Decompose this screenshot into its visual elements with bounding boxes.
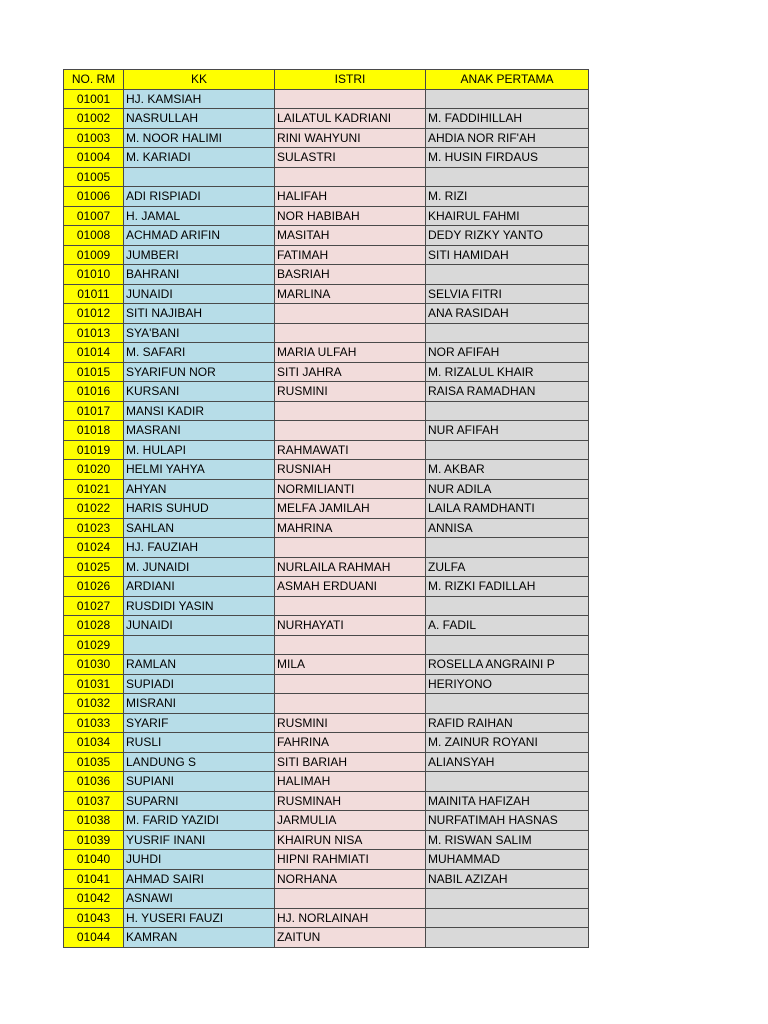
cell-no-rm[interactable]: 01027 [64, 596, 124, 616]
table-row [64, 89, 589, 109]
cell-no-rm[interactable]: 01010 [64, 265, 124, 285]
cell-kk[interactable]: KAMRAN [124, 928, 275, 948]
cell-no-rm[interactable]: 01033 [64, 713, 124, 733]
cell-no-rm[interactable]: 01017 [64, 401, 124, 421]
cell-kk[interactable]: M. SAFARI [124, 343, 275, 363]
cell-istri[interactable]: NORMILIANTI [275, 479, 426, 499]
table-row [64, 343, 589, 363]
cell-istri[interactable]: NOR HABIBAH [275, 206, 426, 226]
cell-istri[interactable]: SULASTRI [275, 148, 426, 168]
cell-istri[interactable]: MASITAH [275, 226, 426, 246]
cell-no-rm[interactable]: 01044 [64, 928, 124, 948]
cell-no-rm[interactable]: 01028 [64, 616, 124, 636]
table-row [64, 206, 589, 226]
cell-no-rm[interactable]: 01014 [64, 343, 124, 363]
cell-no-rm[interactable]: 01036 [64, 772, 124, 792]
cell-no-rm[interactable]: 01030 [64, 655, 124, 675]
cell-istri[interactable]: BASRIAH [275, 265, 426, 285]
table-row [64, 382, 589, 402]
cell-no-rm[interactable]: 01037 [64, 791, 124, 811]
column-header-istri[interactable]: ISTRI [275, 70, 426, 90]
table-row [64, 421, 589, 441]
cell-kk[interactable]: ASNAWI [124, 889, 275, 909]
cell-istri[interactable]: RUSNIAH [275, 460, 426, 480]
table-row [64, 889, 589, 909]
cell-istri[interactable]: FATIMAH [275, 245, 426, 265]
cell-istri[interactable] [275, 538, 426, 558]
cell-kk[interactable] [124, 167, 275, 187]
cell-no-rm[interactable]: 01032 [64, 694, 124, 714]
cell-kk[interactable]: KURSANI [124, 382, 275, 402]
table-row [64, 362, 589, 382]
cell-istri[interactable]: MAHRINA [275, 518, 426, 538]
cell-no-rm[interactable]: 01031 [64, 674, 124, 694]
cell-kk[interactable]: H. JAMAL [124, 206, 275, 226]
table-row [64, 577, 589, 597]
cell-istri[interactable] [275, 694, 426, 714]
cell-istri[interactable]: RUSMINI [275, 382, 426, 402]
table-row [64, 811, 589, 831]
cell-istri[interactable] [275, 889, 426, 909]
cell-anak-pertama[interactable]: A. FADIL [426, 616, 589, 636]
cell-kk[interactable]: SYARIFUN NOR [124, 362, 275, 382]
table-row [64, 616, 589, 636]
table-row [64, 128, 589, 148]
cell-kk[interactable]: SYARIF [124, 713, 275, 733]
cell-no-rm[interactable]: 01035 [64, 752, 124, 772]
cell-kk[interactable] [124, 635, 275, 655]
cell-kk[interactable]: ADI RISPIADI [124, 187, 275, 207]
cell-kk[interactable]: JUNAIDI [124, 284, 275, 304]
column-header-no-rm[interactable]: NO. RM [64, 70, 124, 90]
cell-kk[interactable]: HARIS SUHUD [124, 499, 275, 519]
cell-kk[interactable]: SITI NAJIBAH [124, 304, 275, 324]
cell-anak-pertama[interactable] [426, 889, 589, 909]
cell-istri[interactable] [275, 89, 426, 109]
table-row [64, 187, 589, 207]
cell-istri[interactable]: HALIFAH [275, 187, 426, 207]
header-row [64, 70, 589, 90]
cell-anak-pertama[interactable]: DEDY RIZKY YANTO [426, 226, 589, 246]
cell-no-rm[interactable]: 01003 [64, 128, 124, 148]
cell-kk[interactable]: NASRULLAH [124, 109, 275, 129]
cell-kk[interactable]: AHYAN [124, 479, 275, 499]
cell-istri[interactable] [275, 401, 426, 421]
table-row [64, 167, 589, 187]
cell-no-rm[interactable]: 01019 [64, 440, 124, 460]
cell-istri[interactable] [275, 167, 426, 187]
cell-istri[interactable]: MILA [275, 655, 426, 675]
cell-kk[interactable]: MANSI KADIR [124, 401, 275, 421]
cell-kk[interactable]: ACHMAD ARIFIN [124, 226, 275, 246]
cell-kk[interactable]: M. KARIADI [124, 148, 275, 168]
cell-anak-pertama[interactable]: RAISA RAMADHAN [426, 382, 589, 402]
cell-kk[interactable]: M. HULAPI [124, 440, 275, 460]
cell-kk[interactable]: HJ. FAUZIAH [124, 538, 275, 558]
cell-anak-pertama[interactable]: ALIANSYAH [426, 752, 589, 772]
cell-kk[interactable]: SUPARNI [124, 791, 275, 811]
cell-istri[interactable]: NURLAILA RAHMAH [275, 557, 426, 577]
cell-anak-pertama[interactable]: M. AKBAR [426, 460, 589, 480]
table-row [64, 323, 589, 343]
cell-anak-pertama[interactable] [426, 167, 589, 187]
cell-istri[interactable]: ASMAH ERDUANI [275, 577, 426, 597]
cell-kk[interactable]: YUSRIF INANI [124, 830, 275, 850]
cell-istri[interactable]: RAHMAWATI [275, 440, 426, 460]
cell-no-rm[interactable]: 01011 [64, 284, 124, 304]
cell-istri[interactable]: MELFA JAMILAH [275, 499, 426, 519]
cell-no-rm[interactable]: 01012 [64, 304, 124, 324]
cell-no-rm[interactable]: 01021 [64, 479, 124, 499]
table-row [64, 518, 589, 538]
cell-kk[interactable]: SAHLAN [124, 518, 275, 538]
family-register-table [63, 69, 589, 948]
cell-no-rm[interactable]: 01008 [64, 226, 124, 246]
cell-anak-pertama[interactable] [426, 596, 589, 616]
cell-anak-pertama[interactable] [426, 440, 589, 460]
cell-anak-pertama[interactable] [426, 89, 589, 109]
cell-anak-pertama[interactable]: M. RIZALUL KHAIR [426, 362, 589, 382]
table-row [64, 830, 589, 850]
cell-no-rm[interactable]: 01002 [64, 109, 124, 129]
cell-no-rm[interactable]: 01042 [64, 889, 124, 909]
cell-no-rm[interactable]: 01005 [64, 167, 124, 187]
cell-istri[interactable] [275, 596, 426, 616]
cell-anak-pertama[interactable]: NURFATIMAH HASNAS [426, 811, 589, 831]
cell-kk[interactable]: H. YUSERI FAUZI [124, 908, 275, 928]
cell-kk[interactable]: BAHRANI [124, 265, 275, 285]
cell-no-rm[interactable]: 01006 [64, 187, 124, 207]
cell-istri[interactable]: KHAIRUN NISA [275, 830, 426, 850]
cell-istri[interactable] [275, 635, 426, 655]
cell-istri[interactable]: ZAITUN [275, 928, 426, 948]
cell-kk[interactable]: LANDUNG S [124, 752, 275, 772]
cell-anak-pertama[interactable]: NUR AFIFAH [426, 421, 589, 441]
cell-kk[interactable]: MASRANI [124, 421, 275, 441]
cell-anak-pertama[interactable] [426, 908, 589, 928]
cell-istri[interactable] [275, 323, 426, 343]
cell-kk[interactable]: RAMLAN [124, 655, 275, 675]
cell-anak-pertama[interactable]: M. RISWAN SALIM [426, 830, 589, 850]
cell-no-rm[interactable]: 01041 [64, 869, 124, 889]
cell-no-rm[interactable]: 01026 [64, 577, 124, 597]
cell-anak-pertama[interactable]: ANNISA [426, 518, 589, 538]
cell-anak-pertama[interactable]: RAFID RAIHAN [426, 713, 589, 733]
cell-no-rm[interactable]: 01038 [64, 811, 124, 831]
cell-anak-pertama[interactable]: M. RIZKI FADILLAH [426, 577, 589, 597]
table-row [64, 928, 589, 948]
table-row [64, 596, 589, 616]
table-row [64, 401, 589, 421]
cell-no-rm[interactable]: 01004 [64, 148, 124, 168]
column-header-kk[interactable]: KK [124, 70, 275, 90]
cell-istri[interactable]: NORHANA [275, 869, 426, 889]
cell-no-rm[interactable]: 01016 [64, 382, 124, 402]
cell-anak-pertama[interactable]: AHDIA NOR RIF'AH [426, 128, 589, 148]
cell-istri[interactable]: NURHAYATI [275, 616, 426, 636]
cell-anak-pertama[interactable]: NOR AFIFAH [426, 343, 589, 363]
table-row [64, 538, 589, 558]
cell-istri[interactable]: MARLINA [275, 284, 426, 304]
table-row [64, 733, 589, 753]
cell-istri[interactable]: LAILATUL KADRIANI [275, 109, 426, 129]
table-row [64, 752, 589, 772]
cell-kk[interactable]: M. FARID YAZIDI [124, 811, 275, 831]
cell-kk[interactable]: M. NOOR HALIMI [124, 128, 275, 148]
cell-no-rm[interactable]: 01018 [64, 421, 124, 441]
table-row [64, 850, 589, 870]
table-row [64, 499, 589, 519]
cell-istri[interactable]: SITI BARIAH [275, 752, 426, 772]
cell-anak-pertama[interactable]: ZULFA [426, 557, 589, 577]
column-header-anak-pertama[interactable]: ANAK PERTAMA [426, 70, 589, 90]
cell-no-rm[interactable]: 01034 [64, 733, 124, 753]
cell-istri[interactable] [275, 421, 426, 441]
table-row [64, 908, 589, 928]
cell-kk[interactable]: MISRANI [124, 694, 275, 714]
cell-anak-pertama[interactable]: M. RIZI [426, 187, 589, 207]
cell-anak-pertama[interactable]: ANA RASIDAH [426, 304, 589, 324]
cell-no-rm[interactable]: 01007 [64, 206, 124, 226]
cell-anak-pertama[interactable] [426, 694, 589, 714]
table-row [64, 479, 589, 499]
table-row [64, 284, 589, 304]
cell-no-rm[interactable]: 01040 [64, 850, 124, 870]
table-row [64, 226, 589, 246]
cell-anak-pertama[interactable]: ROSELLA ANGRAINI P [426, 655, 589, 675]
table-row [64, 655, 589, 675]
cell-no-rm[interactable]: 01023 [64, 518, 124, 538]
cell-anak-pertama[interactable]: NUR ADILA [426, 479, 589, 499]
cell-anak-pertama[interactable]: LAILA RAMDHANTI [426, 499, 589, 519]
cell-kk[interactable]: HJ. KAMSIAH [124, 89, 275, 109]
cell-kk[interactable]: M. JUNAIDI [124, 557, 275, 577]
table-row [64, 460, 589, 480]
table-row [64, 713, 589, 733]
cell-anak-pertama[interactable] [426, 323, 589, 343]
cell-no-rm[interactable]: 01024 [64, 538, 124, 558]
cell-no-rm[interactable]: 01001 [64, 89, 124, 109]
cell-no-rm[interactable]: 01020 [64, 460, 124, 480]
cell-anak-pertama[interactable]: M. FADDIHILLAH [426, 109, 589, 129]
table-row [64, 440, 589, 460]
cell-anak-pertama[interactable] [426, 538, 589, 558]
cell-no-rm[interactable]: 01013 [64, 323, 124, 343]
cell-anak-pertama[interactable]: MAINITA HAFIZAH [426, 791, 589, 811]
cell-istri[interactable]: FAHRINA [275, 733, 426, 753]
table-row [64, 245, 589, 265]
cell-kk[interactable]: JUNAIDI [124, 616, 275, 636]
cell-anak-pertama[interactable]: SITI HAMIDAH [426, 245, 589, 265]
cell-istri[interactable]: RUSMINI [275, 713, 426, 733]
cell-kk[interactable]: JUHDI [124, 850, 275, 870]
cell-anak-pertama[interactable] [426, 928, 589, 948]
cell-anak-pertama[interactable]: M. HUSIN FIRDAUS [426, 148, 589, 168]
table-row [64, 635, 589, 655]
cell-istri[interactable]: RINI WAHYUNI [275, 128, 426, 148]
cell-no-rm[interactable]: 01015 [64, 362, 124, 382]
cell-anak-pertama[interactable] [426, 635, 589, 655]
cell-kk[interactable]: SYA'BANI [124, 323, 275, 343]
cell-no-rm[interactable]: 01009 [64, 245, 124, 265]
cell-istri[interactable]: SITI JAHRA [275, 362, 426, 382]
cell-istri[interactable]: MARIA ULFAH [275, 343, 426, 363]
cell-istri[interactable]: HALIMAH [275, 772, 426, 792]
cell-istri[interactable]: RUSMINAH [275, 791, 426, 811]
cell-anak-pertama[interactable] [426, 265, 589, 285]
cell-no-rm[interactable]: 01025 [64, 557, 124, 577]
cell-kk[interactable]: HELMI YAHYA [124, 460, 275, 480]
table-row [64, 304, 589, 324]
cell-istri[interactable]: JARMULIA [275, 811, 426, 831]
table-row [64, 791, 589, 811]
table-row [64, 694, 589, 714]
cell-kk[interactable]: RUSDIDI YASIN [124, 596, 275, 616]
table-row [64, 265, 589, 285]
cell-kk[interactable]: ARDIANI [124, 577, 275, 597]
cell-kk[interactable]: SUPIANI [124, 772, 275, 792]
cell-anak-pertama[interactable]: KHAIRUL FAHMI [426, 206, 589, 226]
table-row [64, 557, 589, 577]
cell-no-rm[interactable]: 01043 [64, 908, 124, 928]
cell-istri[interactable]: HIPNI RAHMIATI [275, 850, 426, 870]
cell-istri[interactable] [275, 304, 426, 324]
cell-kk[interactable]: AHMAD SAIRI [124, 869, 275, 889]
table-row [64, 148, 589, 168]
cell-kk[interactable]: JUMBERI [124, 245, 275, 265]
cell-anak-pertama[interactable]: M. ZAINUR ROYANI [426, 733, 589, 753]
cell-anak-pertama[interactable] [426, 401, 589, 421]
cell-no-rm[interactable]: 01022 [64, 499, 124, 519]
cell-kk[interactable]: RUSLI [124, 733, 275, 753]
cell-anak-pertama[interactable]: SELVIA FITRI [426, 284, 589, 304]
table-row [64, 674, 589, 694]
table-body [64, 89, 589, 947]
cell-istri[interactable]: HJ. NORLAINAH [275, 908, 426, 928]
cell-kk[interactable]: SUPIADI [124, 674, 275, 694]
cell-anak-pertama[interactable] [426, 772, 589, 792]
cell-no-rm[interactable]: 01029 [64, 635, 124, 655]
cell-istri[interactable] [275, 674, 426, 694]
cell-no-rm[interactable]: 01039 [64, 830, 124, 850]
cell-anak-pertama[interactable]: MUHAMMAD [426, 850, 589, 870]
cell-anak-pertama[interactable]: HERIYONO [426, 674, 589, 694]
table-row [64, 109, 589, 129]
table-row [64, 772, 589, 792]
cell-anak-pertama[interactable]: NABIL AZIZAH [426, 869, 589, 889]
table-row [64, 869, 589, 889]
